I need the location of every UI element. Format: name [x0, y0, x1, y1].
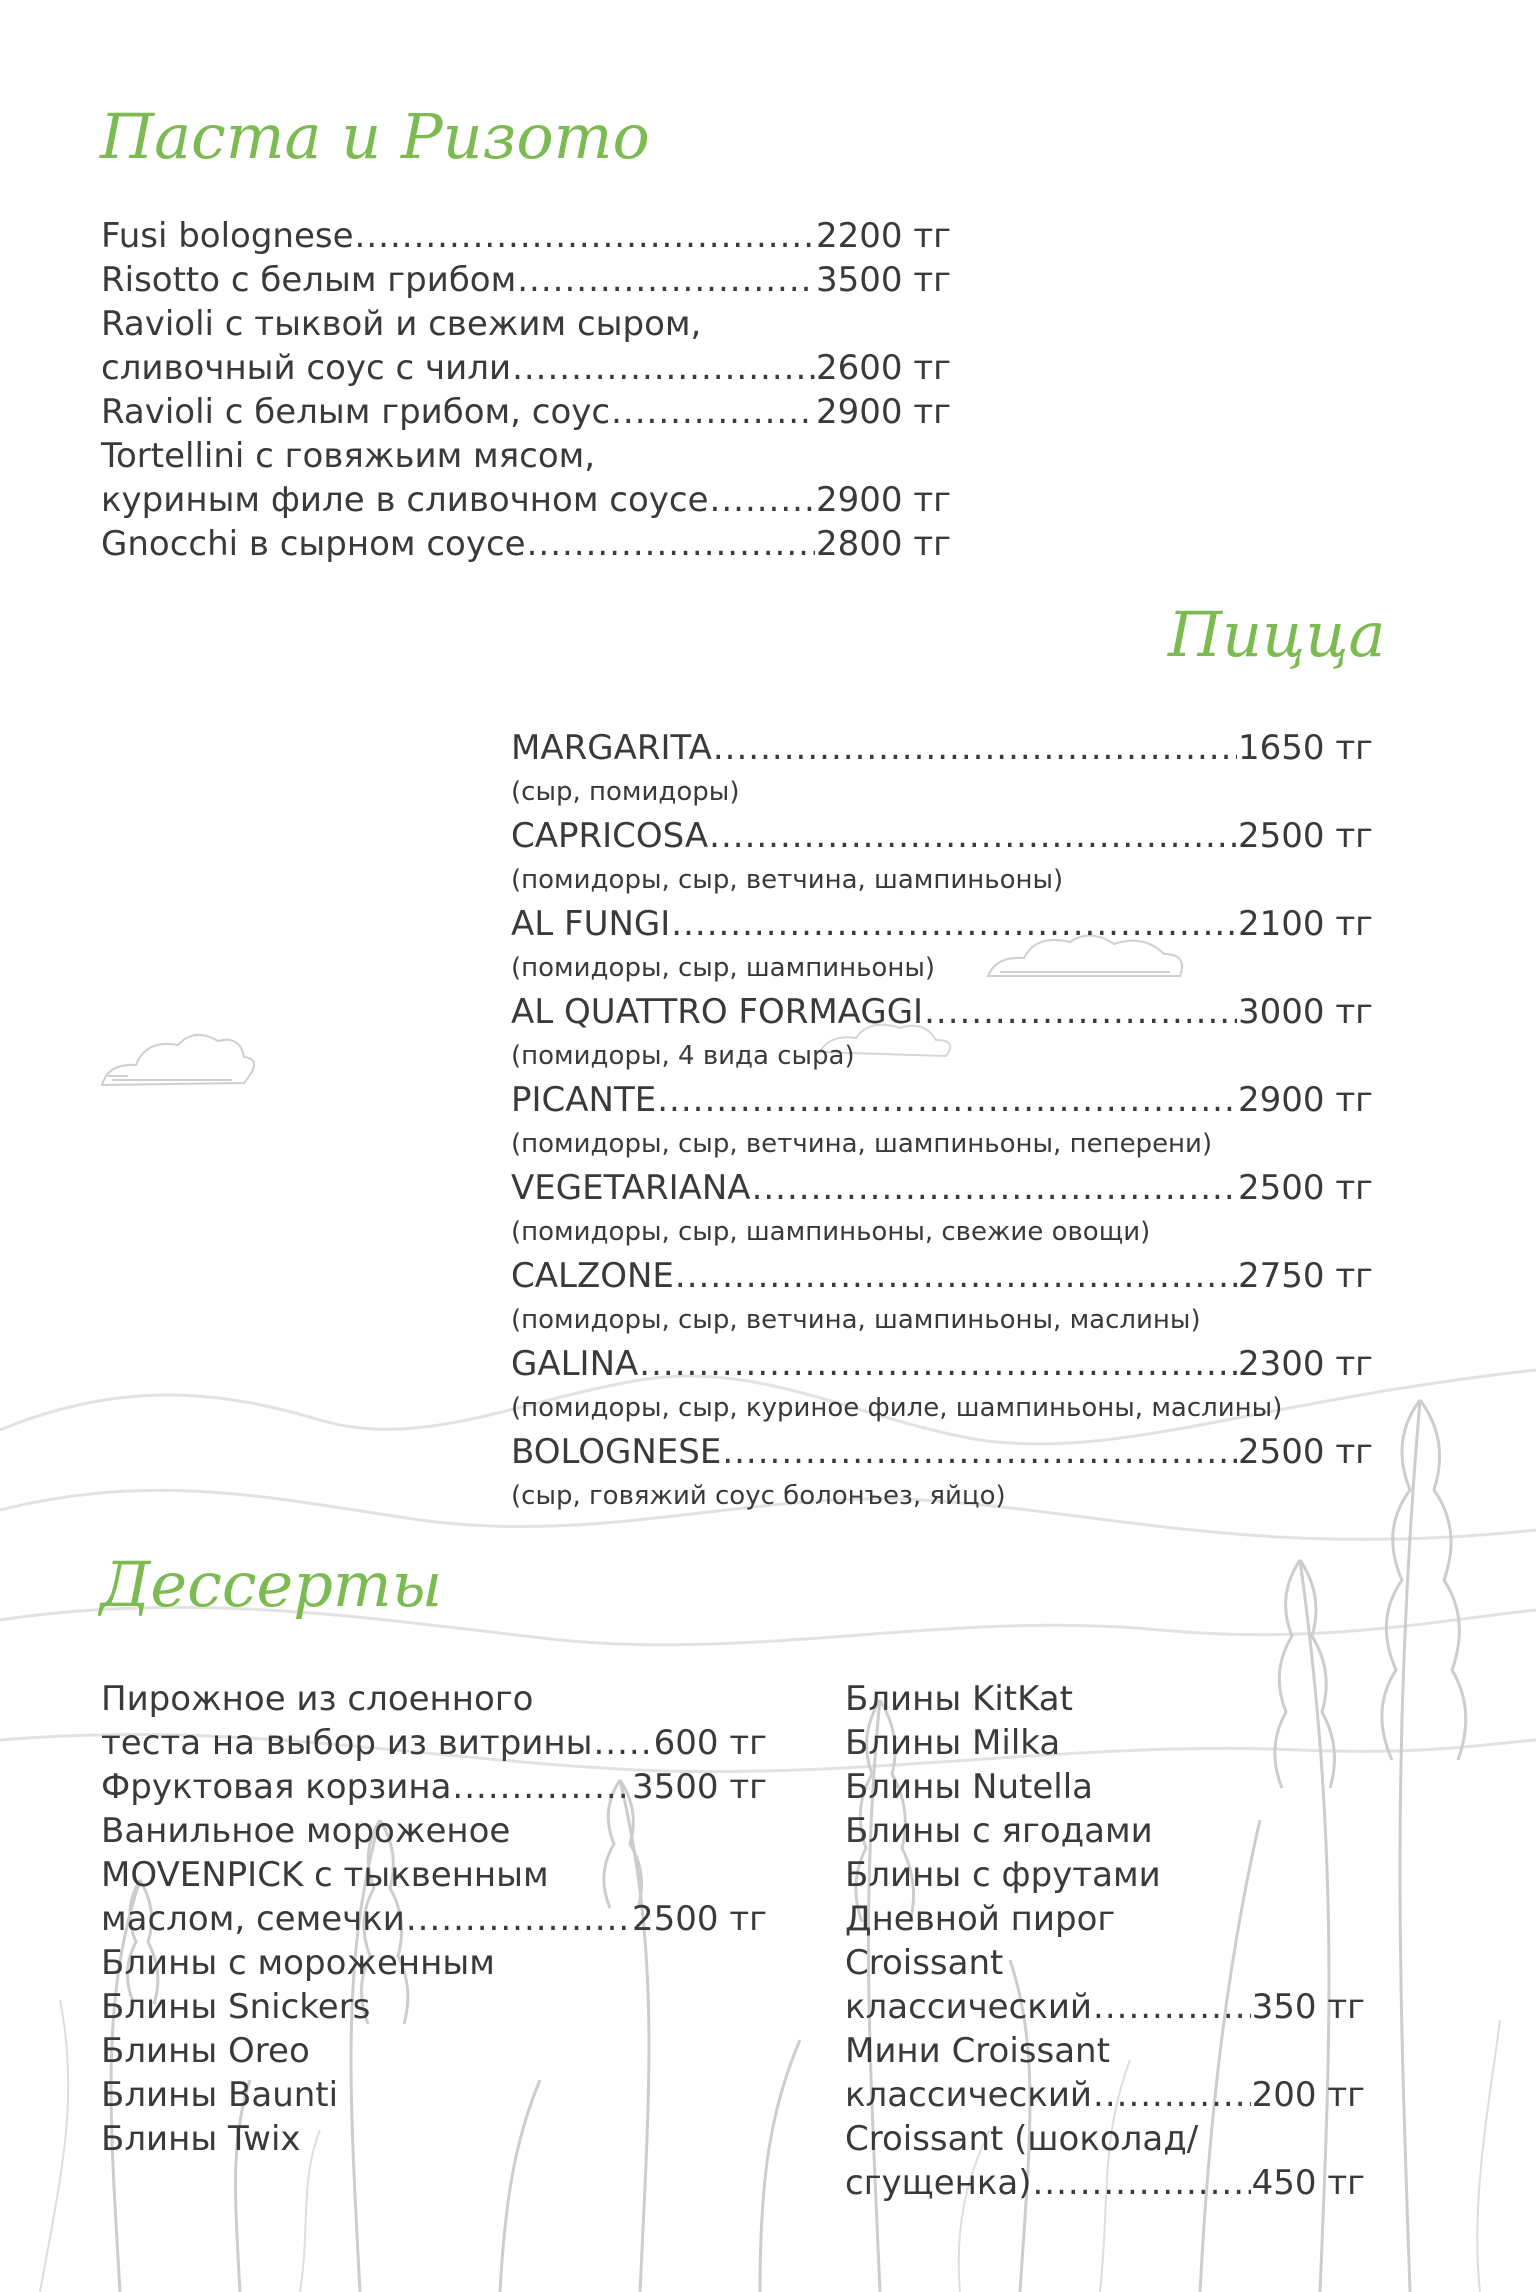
menu-item-price: 2300 тг [1237, 1344, 1373, 1384]
menu-item [511, 1254, 1373, 1298]
menu-item-name: CALZONE [511, 1256, 674, 1296]
menu-item-name-line: Блины Snickers [101, 1987, 371, 2027]
menu-item-name-line: Блины Twix [101, 2119, 301, 2159]
menu-item [511, 902, 1373, 946]
menu-item-name: GALINA [511, 1344, 639, 1384]
leader-dots [452, 1765, 631, 1809]
menu-item-name: BOLOGNESE [511, 1432, 722, 1472]
desserts-right-list [845, 1677, 1365, 2205]
menu-item-name-line: Блины с мороженным [101, 1943, 495, 1983]
menu-item-price: 1650 тг [1237, 728, 1373, 768]
menu-item [511, 1166, 1373, 1210]
menu-item [845, 2161, 1365, 2205]
desserts-left-list [101, 1677, 767, 2161]
menu-item [511, 1078, 1373, 1122]
menu-item-description: (помидоры, сыр, ветчина, шампиньоны, пеперени) [511, 1129, 1213, 1159]
menu-item-name-line: Блины с ягодами [845, 1811, 1153, 1851]
leader-dots [611, 390, 815, 434]
menu-item-price: 2900 тг [815, 480, 951, 520]
menu-item-name: CAPRICOSA [511, 816, 709, 856]
leader-dots [713, 726, 1237, 770]
leader-dots [752, 1166, 1237, 1210]
cloud-icon [102, 1035, 254, 1085]
leader-dots [657, 1078, 1237, 1122]
pasta-section-title: Паста и Ризото [100, 100, 650, 173]
menu-item [511, 1342, 1373, 1386]
menu-item-name: Фруктовая корзина [101, 1767, 452, 1807]
menu-item-name: сгущенка) [845, 2163, 1032, 2203]
menu-item [101, 1721, 767, 1765]
menu-item [511, 814, 1373, 858]
pasta-list [101, 214, 951, 566]
leader-dots [722, 1430, 1237, 1474]
menu-item-name-line: Блины KitKat [845, 1679, 1073, 1719]
menu-item [101, 390, 951, 434]
menu-item [101, 346, 951, 390]
leader-dots [639, 1342, 1237, 1386]
menu-item-description: (сыр, говяжий соус болонъез, яйцо) [511, 1481, 1006, 1511]
menu-item-price: 2500 тг [631, 1899, 767, 1939]
menu-item-price: 2750 тг [1237, 1256, 1373, 1296]
menu-item [101, 522, 951, 566]
menu-item-name: MARGARITA [511, 728, 712, 768]
leader-dots [671, 902, 1237, 946]
menu-item-name-line: Блины Nutella [845, 1767, 1093, 1807]
menu-item-price: 450 тг [1251, 2163, 1365, 2203]
menu-item-name: классический [845, 1987, 1093, 2027]
menu-item-price: 2900 тг [815, 392, 951, 432]
menu-item-name: классический [845, 2075, 1093, 2115]
menu-item-name-line: Ravioli с тыквой и свежим сыром, [101, 304, 702, 344]
menu-item-name-line: Блины Oreo [101, 2031, 310, 2071]
menu-item-price: 2100 тг [1237, 904, 1373, 944]
menu-item [845, 2073, 1365, 2117]
menu-item-name-line: Блины Baunti [101, 2075, 339, 2115]
pizza-list [511, 726, 1373, 1518]
pizza-section-title: Пицца [1168, 598, 1386, 671]
leader-dots [355, 214, 815, 258]
menu-item-name: Risotto с белым грибом [101, 260, 517, 300]
menu-item-price: 350 тг [1251, 1987, 1365, 2027]
menu-item-name-line: Croissant (шоколад/ [845, 2119, 1199, 2159]
menu-item-name: куриным филе в сливочном соусе [101, 480, 709, 520]
menu-item-name: Gnocchi в сырном соусе [101, 524, 526, 564]
menu-item-description: (помидоры, 4 вида сыра) [511, 1041, 855, 1071]
menu-item-price: 2500 тг [1237, 1168, 1373, 1208]
menu-item-name: PICANTE [511, 1080, 657, 1120]
leader-dots [675, 1254, 1237, 1298]
desserts-section-title: Дессерты [100, 1548, 443, 1621]
menu-item-name-line: Croissant [845, 1943, 1004, 1983]
menu-item-price: 3500 тг [631, 1767, 767, 1807]
menu-item-description: (помидоры, сыр, ветчина, шампиньоны) [511, 865, 1064, 895]
menu-item-price: 2500 тг [1237, 1432, 1373, 1472]
menu-item-description: (помидоры, сыр, ветчина, шампиньоны, маслины) [511, 1305, 1201, 1335]
menu-item-price: 2200 тг [815, 216, 951, 256]
menu-item-name: AL QUATTRO FORMAGGI [511, 992, 924, 1032]
menu-item-name-line: MOVENPICK с тыквенным [101, 1855, 549, 1895]
menu-item-name: Fusi bolognese [101, 216, 354, 256]
leader-dots [406, 1897, 631, 1941]
menu-item-name-line: Tortellini с говяжьим мясом, [101, 436, 596, 476]
menu-item-name: теста на выбор из витрины [101, 1723, 593, 1763]
menu-item [101, 214, 951, 258]
menu-item [511, 1430, 1373, 1474]
menu-item [511, 726, 1373, 770]
menu-item-description: (помидоры, сыр, шампиньоны) [511, 953, 935, 983]
leader-dots [527, 522, 815, 566]
menu-item-description: (помидоры, сыр, шампиньоны, свежие овощи) [511, 1217, 1151, 1247]
menu-item-name-line: Дневной пирог [845, 1899, 1116, 1939]
leader-dots [1033, 2161, 1251, 2205]
menu-item [511, 990, 1373, 1034]
menu-item-name: VEGETARIANA [511, 1168, 751, 1208]
leader-dots [517, 258, 815, 302]
menu-item-price: 2500 тг [1237, 816, 1373, 856]
menu-item-name-line: Пирожное из слоенного [101, 1679, 534, 1719]
menu-item-price: 2900 тг [1237, 1080, 1373, 1120]
menu-item [101, 1897, 767, 1941]
menu-item-name-line: Мини Croissant [845, 2031, 1110, 2071]
menu-item-name-line: Блины с фрутами [845, 1855, 1161, 1895]
menu-item-name-line: Ванильное мороженое [101, 1811, 511, 1851]
leader-dots [593, 1721, 652, 1765]
menu-item [101, 258, 951, 302]
menu-item-name: маслом, семечки [101, 1899, 405, 1939]
menu-item-name: AL FUNGI [511, 904, 671, 944]
menu-item-price: 3000 тг [1237, 992, 1373, 1032]
menu-item-name: Ravioli с белым грибом, соус [101, 392, 611, 432]
leader-dots [1093, 1985, 1251, 2029]
menu-item-price: 3500 тг [815, 260, 951, 300]
leader-dots [709, 814, 1237, 858]
menu-item [845, 1985, 1365, 2029]
menu-item-price: 2800 тг [815, 524, 951, 564]
leader-dots [1093, 2073, 1251, 2117]
menu-item-name: сливочный соус с чили [101, 348, 512, 388]
menu-item-price: 600 тг [653, 1723, 767, 1763]
menu-item-price: 200 тг [1251, 2075, 1365, 2115]
menu-item-description: (сыр, помидоры) [511, 777, 740, 807]
menu-item [101, 478, 951, 522]
menu-item [101, 1765, 767, 1809]
leader-dots [710, 478, 815, 522]
menu-item-price: 2600 тг [815, 348, 951, 388]
leader-dots [924, 990, 1237, 1034]
menu-item-name-line: Блины Milka [845, 1723, 1061, 1763]
menu-item-description: (помидоры, сыр, куриное филе, шампиньоны, маслины) [511, 1393, 1283, 1423]
leader-dots [512, 346, 815, 390]
